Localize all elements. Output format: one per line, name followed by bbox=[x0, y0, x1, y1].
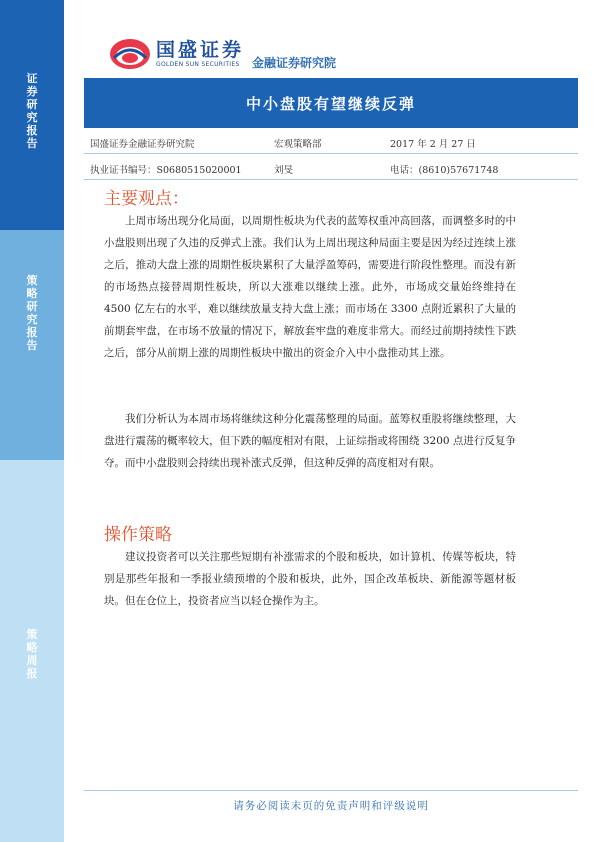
report-title: 中小盘股有望继续反弹 bbox=[245, 94, 416, 113]
footer-disclaimer: 请务必阅读末页的免责声明和评级说明 bbox=[233, 800, 429, 812]
paragraph-strategy: 建议投资者可以关注那些短期有补涨需求的个股和板块，如计算机、传媒等板块，特别是那些年报和一季报业绩预增的个股和板块，此外，国企改革板块、新能源等题材板块。但在仓位上，投资者应当以轻仓操作为主。 bbox=[104, 551, 516, 607]
info-department: 宏观策略部 bbox=[274, 139, 322, 150]
sidebar-block-weekly bbox=[0, 460, 64, 842]
sun-logo-icon bbox=[108, 36, 152, 72]
info-row bbox=[84, 154, 578, 180]
institute-name: 金融证券研究院 bbox=[252, 55, 337, 70]
sidebar-label-strategy-report: 策略研究报告 bbox=[26, 274, 38, 352]
paragraph-market-review: 上周市场出现分化局面，以周期性板块为代表的蓝筹权重冲高回落，而调整多时的中小盘股则出现了久违的反弹式上涨。我们认为上周出现这种局面主要是因为经过连续上涨之后，推动大盘上涨的周期性板块累积了大量浮盈筹码，需要进行阶段性整理。而没有新的市场热点接替周期性板块，所以大涨难以继续上涨。此外，市场成交量始终维持在 4500 亿左右的水平，难以继续放量支持大盘上涨；而市场在 3300 点附近累积了大量的前期套牢盘，在市场不放量的情况下，解放套牢盘的难度非常大。而经过前期持续性下跌之后，部分从前期上涨的周期性板块中撤出的资金介入中小盘推动其上涨。 bbox=[104, 215, 516, 359]
company-logo bbox=[108, 32, 336, 76]
logo-name-cn: 国盛证券 bbox=[156, 39, 245, 61]
left-sidebar bbox=[0, 0, 64, 842]
info-row bbox=[84, 128, 578, 154]
paragraph-market-outlook: 我们分析认为本周市场将继续这种分化震荡整理的局面。蓝筹权重股将继续整理，大盘进行震荡的概率较大，但下跌的幅度相对有限，上证综指或将围绕 3200 点进行反复争夺。而中小盘股则会持续出现补涨式反弹，但这种反弹的高度相对有限。 bbox=[104, 413, 516, 469]
info-author: 刘旻 bbox=[274, 165, 294, 176]
logo-name-en: GOLDEN SUN SECURITIES bbox=[156, 61, 240, 68]
sidebar-block-strategy bbox=[0, 230, 64, 460]
sidebar-label-securities-report: 证券研究报告 bbox=[26, 72, 38, 150]
section-heading-main-view: 主要观点： bbox=[104, 189, 189, 209]
info-date: 2017 年 2 月 27 日 bbox=[390, 139, 476, 150]
title-banner bbox=[84, 78, 578, 128]
report-info-table bbox=[84, 128, 578, 180]
info-phone: 电话：(8610)57671748 bbox=[390, 165, 499, 176]
footer-divider bbox=[84, 790, 578, 791]
info-license: 执业证书编号：S0680515020001 bbox=[90, 165, 242, 176]
info-institute: 国盛证券金融证券研究院 bbox=[90, 139, 195, 150]
section-heading-strategy: 操作策略 bbox=[104, 525, 172, 545]
sidebar-block-report-type bbox=[0, 0, 64, 230]
sidebar-label-weekly: 策略周报 bbox=[26, 628, 38, 680]
